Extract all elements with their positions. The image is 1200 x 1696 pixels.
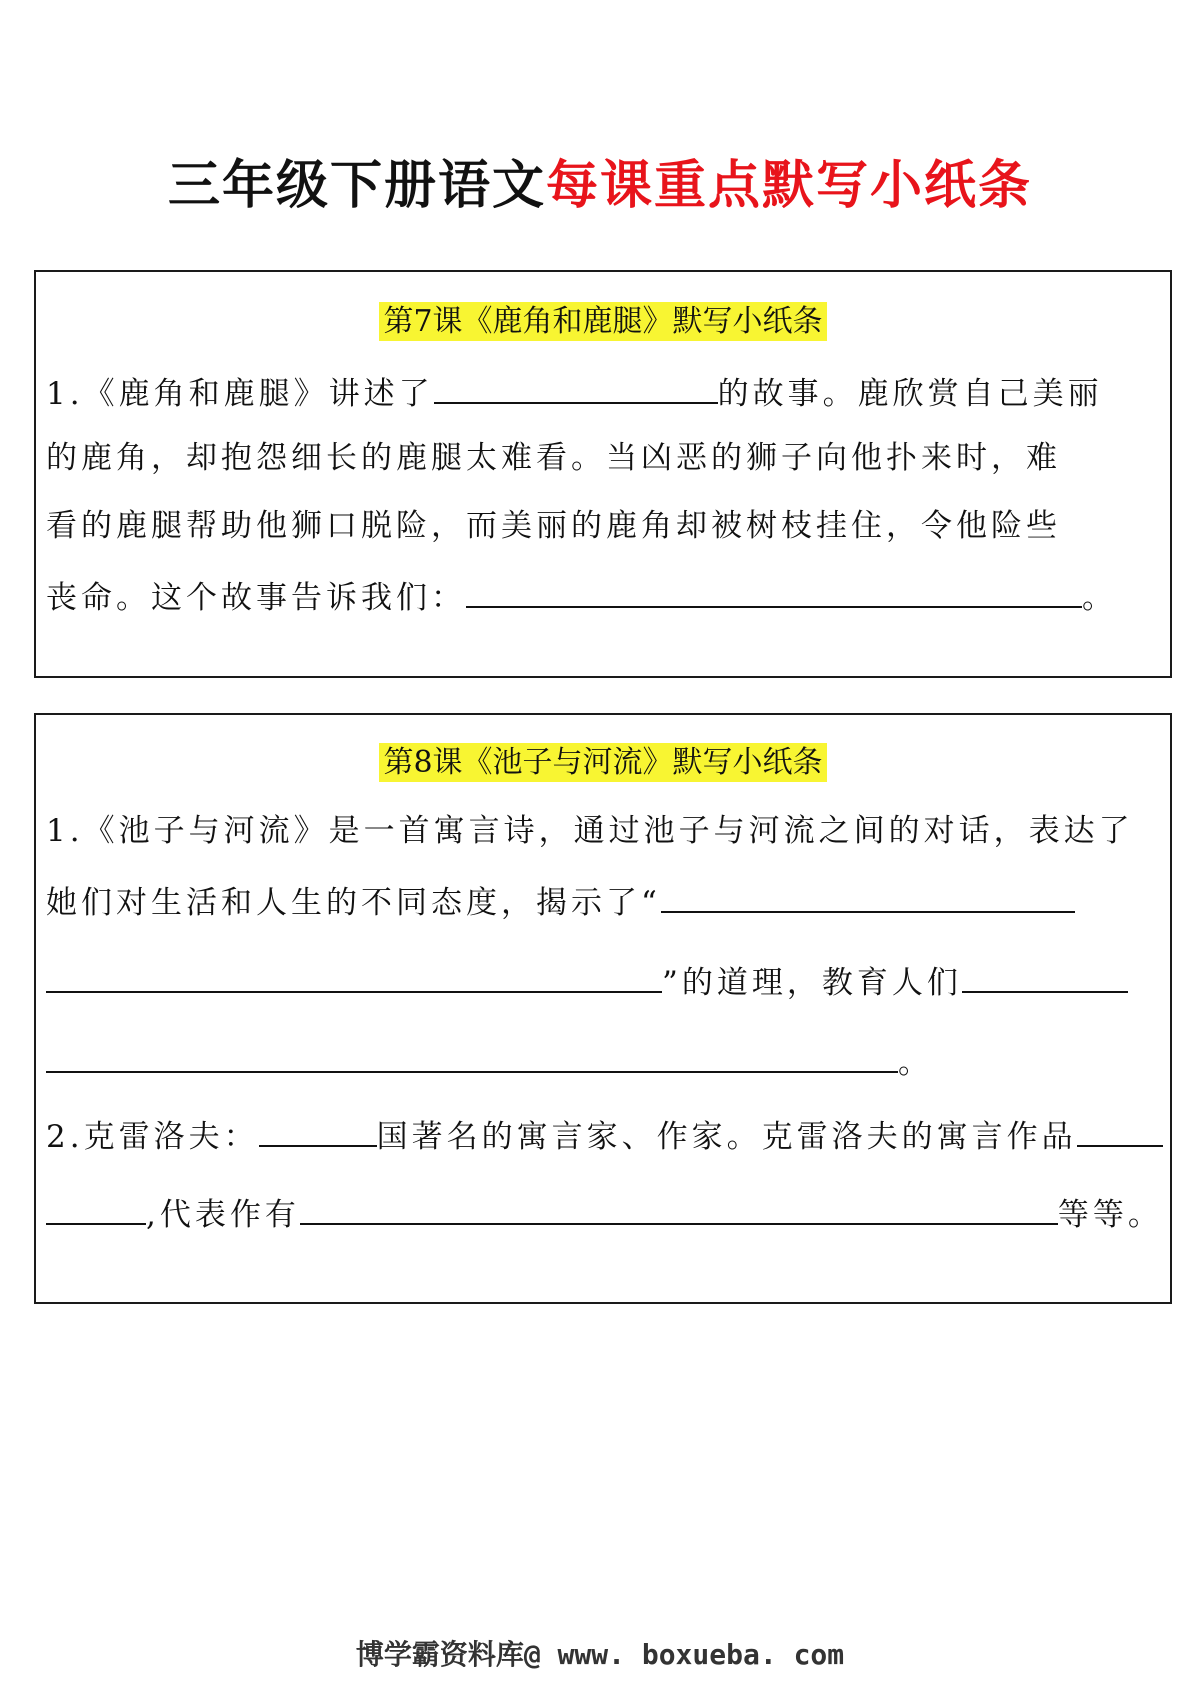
lesson-8-q2-l2-post: 等等。	[1057, 1197, 1163, 1233]
lesson-8-q1-l3-mid: ”的道理，教育人们	[662, 965, 962, 1001]
fill-blank[interactable]	[434, 372, 718, 404]
lesson-8-title-text: 第8课《池子与河流》默写小纸条	[379, 743, 826, 782]
lesson-7-card	[34, 270, 1172, 678]
lesson-7-q1-l4-pre: 丧命。这个故事告诉我们：	[46, 580, 466, 616]
title-red-part: 每课重点默写小纸条	[546, 156, 1033, 216]
lesson-8-q1-line-2	[46, 881, 1075, 922]
fill-blank[interactable]	[300, 1193, 1058, 1225]
lesson-7-title-text: 第7课《鹿角和鹿腿》默写小纸条	[379, 302, 826, 341]
lesson-7-q1-l1-post: 的故事。鹿欣赏自己美丽	[717, 376, 1103, 412]
title-black-part: 三年级下册语文	[167, 156, 546, 216]
lesson-8-q1-l2-pre: 她们对生活和人生的不同态度，揭示了“	[46, 885, 661, 921]
lesson-8-q1-line-3	[46, 961, 1128, 1002]
lesson-8-q1-line-4	[46, 1041, 933, 1082]
lesson-8-card	[34, 713, 1172, 1304]
lesson-8-q2-l1-mid: 国著名的寓言家、作家。克雷洛夫的寓言作品	[376, 1119, 1077, 1155]
lesson-8-q2-line-2	[46, 1193, 1163, 1234]
watermark: 博学霸资料库@ www. boxueba. com	[355, 1638, 845, 1671]
lesson-8-q2-l1-pre: 2.克雷洛夫：	[46, 1119, 259, 1155]
fill-blank[interactable]	[962, 961, 1128, 993]
fill-blank[interactable]	[46, 961, 662, 993]
lesson-7-q1-l1-pre: 1.《鹿角和鹿腿》讲述了	[46, 376, 434, 412]
fill-blank[interactable]	[46, 1193, 146, 1225]
lesson-7-q1-line-2: 的鹿角，却抱怨细长的鹿腿太难看。当凶恶的狮子向他扑来时，难	[46, 440, 1061, 476]
lesson-7-q1-line-3: 看的鹿腿帮助他狮口脱险，而美丽的鹿角却被树枝挂住，令他险些	[46, 508, 1061, 544]
lesson-7-q1-line-4	[46, 576, 1117, 617]
lesson-7-q1-line-1	[46, 372, 1103, 413]
lesson-7-title	[36, 304, 1170, 340]
lesson-7-q1-l4-post: 。	[1082, 580, 1117, 616]
lesson-8-q2-line-1	[46, 1115, 1163, 1156]
lesson-8-q1-l4-post: 。	[898, 1045, 933, 1081]
fill-blank[interactable]	[46, 1041, 898, 1073]
fill-blank[interactable]	[466, 576, 1082, 608]
page-title	[0, 158, 1200, 215]
lesson-8-q2-l2-mid: ,代表作有	[146, 1197, 300, 1233]
lesson-8-title	[36, 745, 1170, 781]
fill-blank[interactable]	[1077, 1115, 1163, 1147]
fill-blank[interactable]	[259, 1115, 377, 1147]
fill-blank[interactable]	[661, 881, 1075, 913]
lesson-8-q1-line-1: 1.《池子与河流》是一首寓言诗，通过池子与河流之间的对话，表达了	[46, 813, 1134, 849]
